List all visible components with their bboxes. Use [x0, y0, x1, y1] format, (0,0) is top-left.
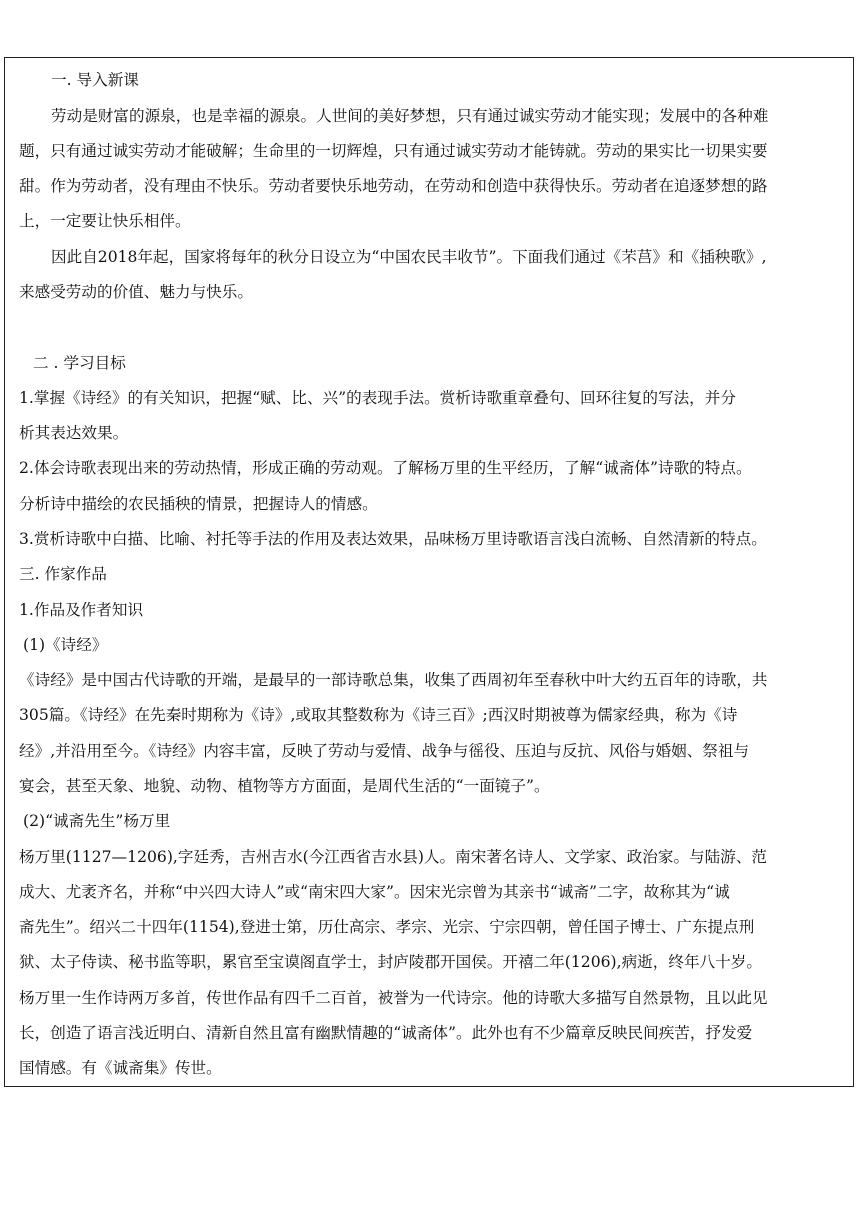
paragraph-line: 狱、太子侍读、秘书监等职，累官至宝谟阁直学士，封庐陵郡开国侯。开禧二年(1206),病逝，终年八十岁。: [19, 953, 762, 971]
paragraph-line: 国情感。有《诚斋集》传世。: [19, 1059, 222, 1077]
paragraph-line: 来感受劳动的价值、魅力与快乐。: [19, 283, 253, 301]
paragraph-line: 305篇。《诗经》在先秦时期称为《诗》,或取其整数称为《诗三百》;西汉时期被尊为儒家经典，称为《诗: [19, 706, 738, 724]
paragraph-line: 《诗经》是中国古代诗歌的开端，是最早的一部诗歌总集，收集了西周初年至春秋中叶大约五百年的诗歌，共: [19, 671, 768, 689]
paragraph-line: 杨万里一生作诗两万多首，传世作品有四千二百首，被誉为一代诗宗。他的诗歌大多描写自然景物，且以此见: [19, 989, 768, 1007]
section-heading-authors: 三. 作家作品: [19, 565, 107, 583]
paragraph-line: 杨万里(1127—1206),字廷秀，吉州吉水(今江西省吉水县)人。南宋著名诗人、文学家、政治家。与陆游、范: [19, 848, 768, 866]
paragraph-line: 劳动是财富的源泉，也是幸福的源泉。人世间的美好梦想，只有通过诚实劳动才能实现；发展中的各种难: [51, 107, 769, 125]
objective-line: 1.掌握《诗经》的有关知识，把握“赋、比、兴”的表现手法。赏析诗歌重章叠句、回环往复的写法，并分: [19, 389, 736, 407]
section-heading-intro: 一. 导入新课: [51, 71, 139, 89]
objective-line: 3.赏析诗歌中白描、比喻、衬托等手法的作用及表达效果，品味杨万里诗歌语言浅白流畅、自然清新的特点。: [19, 530, 767, 548]
paragraph-line: 题，只有通过诚实劳动才能破解；生命里的一切辉煌，只有通过诚实劳动才能铸就。劳动的果实比一切果实要: [19, 142, 768, 160]
objective-line: 2.体会诗歌表现出来的劳动热情，形成正确的劳动观。了解杨万里的生平经历，了解“诚斋体”诗歌的特点。: [19, 459, 752, 477]
paragraph-line: 长，创造了语言浅近明白、清新自然且富有幽默情趣的“诚斋体”。此外也有不少篇章反映民间疾苦，抒发爱: [19, 1024, 753, 1042]
subheading: 1.作品及作者知识: [19, 601, 144, 619]
paragraph-line: 经》,并沿用至今。《诗经》内容丰富，反映了劳动与爱情、战争与徭役、压迫与反抗、风俗与婚姻、祭祖与: [19, 742, 750, 760]
paragraph-line: 上，一定要让快乐相伴。: [19, 212, 191, 230]
paragraph-line: 斋先生”。绍兴二十四年(1154),登进士第，历仕高宗、孝宗、光宗、宁宗四朝，曾任国子博士、广东提点刑: [19, 918, 755, 936]
objective-line: 分析诗中描绘的农民插秧的情景，把握诗人的情感。: [19, 495, 378, 513]
shijing-title: (1)《诗经》: [23, 636, 108, 654]
paragraph-line: 因此自2018年起，国家将每年的秋分日设立为“中国农民丰收节”。下面我们通过《芣莒》和《插秧歌》,: [51, 248, 767, 266]
document-frame: [4, 57, 854, 1087]
paragraph-line: 宴会，甚至天象、地貌、动物、植物等方方面面，是周代生活的“一面镜子”。: [19, 777, 550, 795]
yang-title: (2)“诚斋先生”杨万里: [23, 812, 171, 830]
objective-line: 析其表达效果。: [19, 424, 129, 442]
section-heading-objectives: 二 . 学习目标: [33, 354, 126, 372]
paragraph-line: 甜。作为劳动者，没有理由不快乐。劳动者要快乐地劳动，在劳动和创造中获得快乐。劳动者在追逐梦想的路: [19, 177, 768, 195]
paragraph-line: 成大、尤袤齐名，并称“中兴四大诗人”或“南宋四大家”。因宋光宗曾为其亲书“诚斋”二字，故称其为“诚: [19, 883, 730, 901]
